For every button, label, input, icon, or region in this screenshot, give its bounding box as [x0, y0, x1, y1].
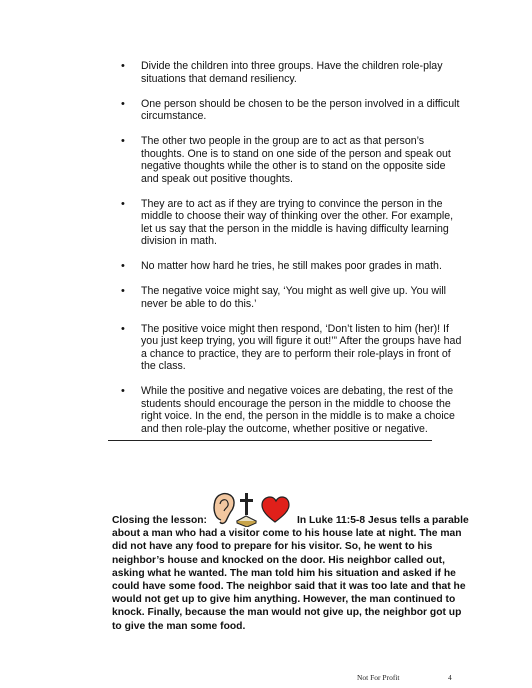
page-number: 4: [448, 673, 452, 682]
list-item: • No matter how hard he tries, he still makes poor grades in math.: [118, 260, 463, 273]
list-item: • They are to act as if they are trying to convince the person in the middle to choose their way of thinking over the other. For example, let us say that the person in the middle is having difficulty learning division in math.: [118, 198, 463, 248]
list-item: • Divide the children into three groups. Have the children role-play situations that demand resiliency.: [118, 60, 463, 85]
closing-text: In Luke 11:5-8 Jesus tells a parable about a man who had a visitor come to his house late at night. The man did not have any food to prepare for his visitor. So, he went to his neighbor’s house and knocked on the door. His neighbor called out, asking what he wanted. The man told him his situation and asked if he could have some food. The neighbor said that it was too late and that he would not get up to give him anything. However, the man continued to knock. Finally, because the man would not give up, the neighbor got up to give the man some food.: [112, 515, 469, 632]
instruction-list: [118, 60, 463, 448]
section-divider: [108, 440, 432, 441]
closing-lesson: [112, 514, 472, 633]
list-item: • The other two people in the group are to act as that person’s thoughts. One is to stand on one side of the person and speak out negative thoughts while the other is to stand on the opposite side and speak out positive thoughts.: [118, 135, 463, 185]
footer-label: Not For Profit: [357, 673, 400, 682]
list-item: • The negative voice might say, ‘You might as well give up. You will never be able to do this.’: [118, 285, 463, 310]
list-item: • One person should be chosen to be the person involved in a difficult circumstance.: [118, 98, 463, 123]
closing-label: Closing the lesson:: [112, 515, 207, 526]
list-item: • While the positive and negative voices are debating, the rest of the students should encourage the person in the middle to choose the right voice. In the end, the person in the middle is to make a choice and then role-play the outcome, whether positive or negative.: [118, 385, 463, 435]
list-item: • The positive voice might then respond, ‘Don’t listen to him (her)! If you just keep trying, you will figure it out!’” After the groups have had a chance to practice, they are to perform their role-plays in front of the class.: [118, 323, 463, 373]
